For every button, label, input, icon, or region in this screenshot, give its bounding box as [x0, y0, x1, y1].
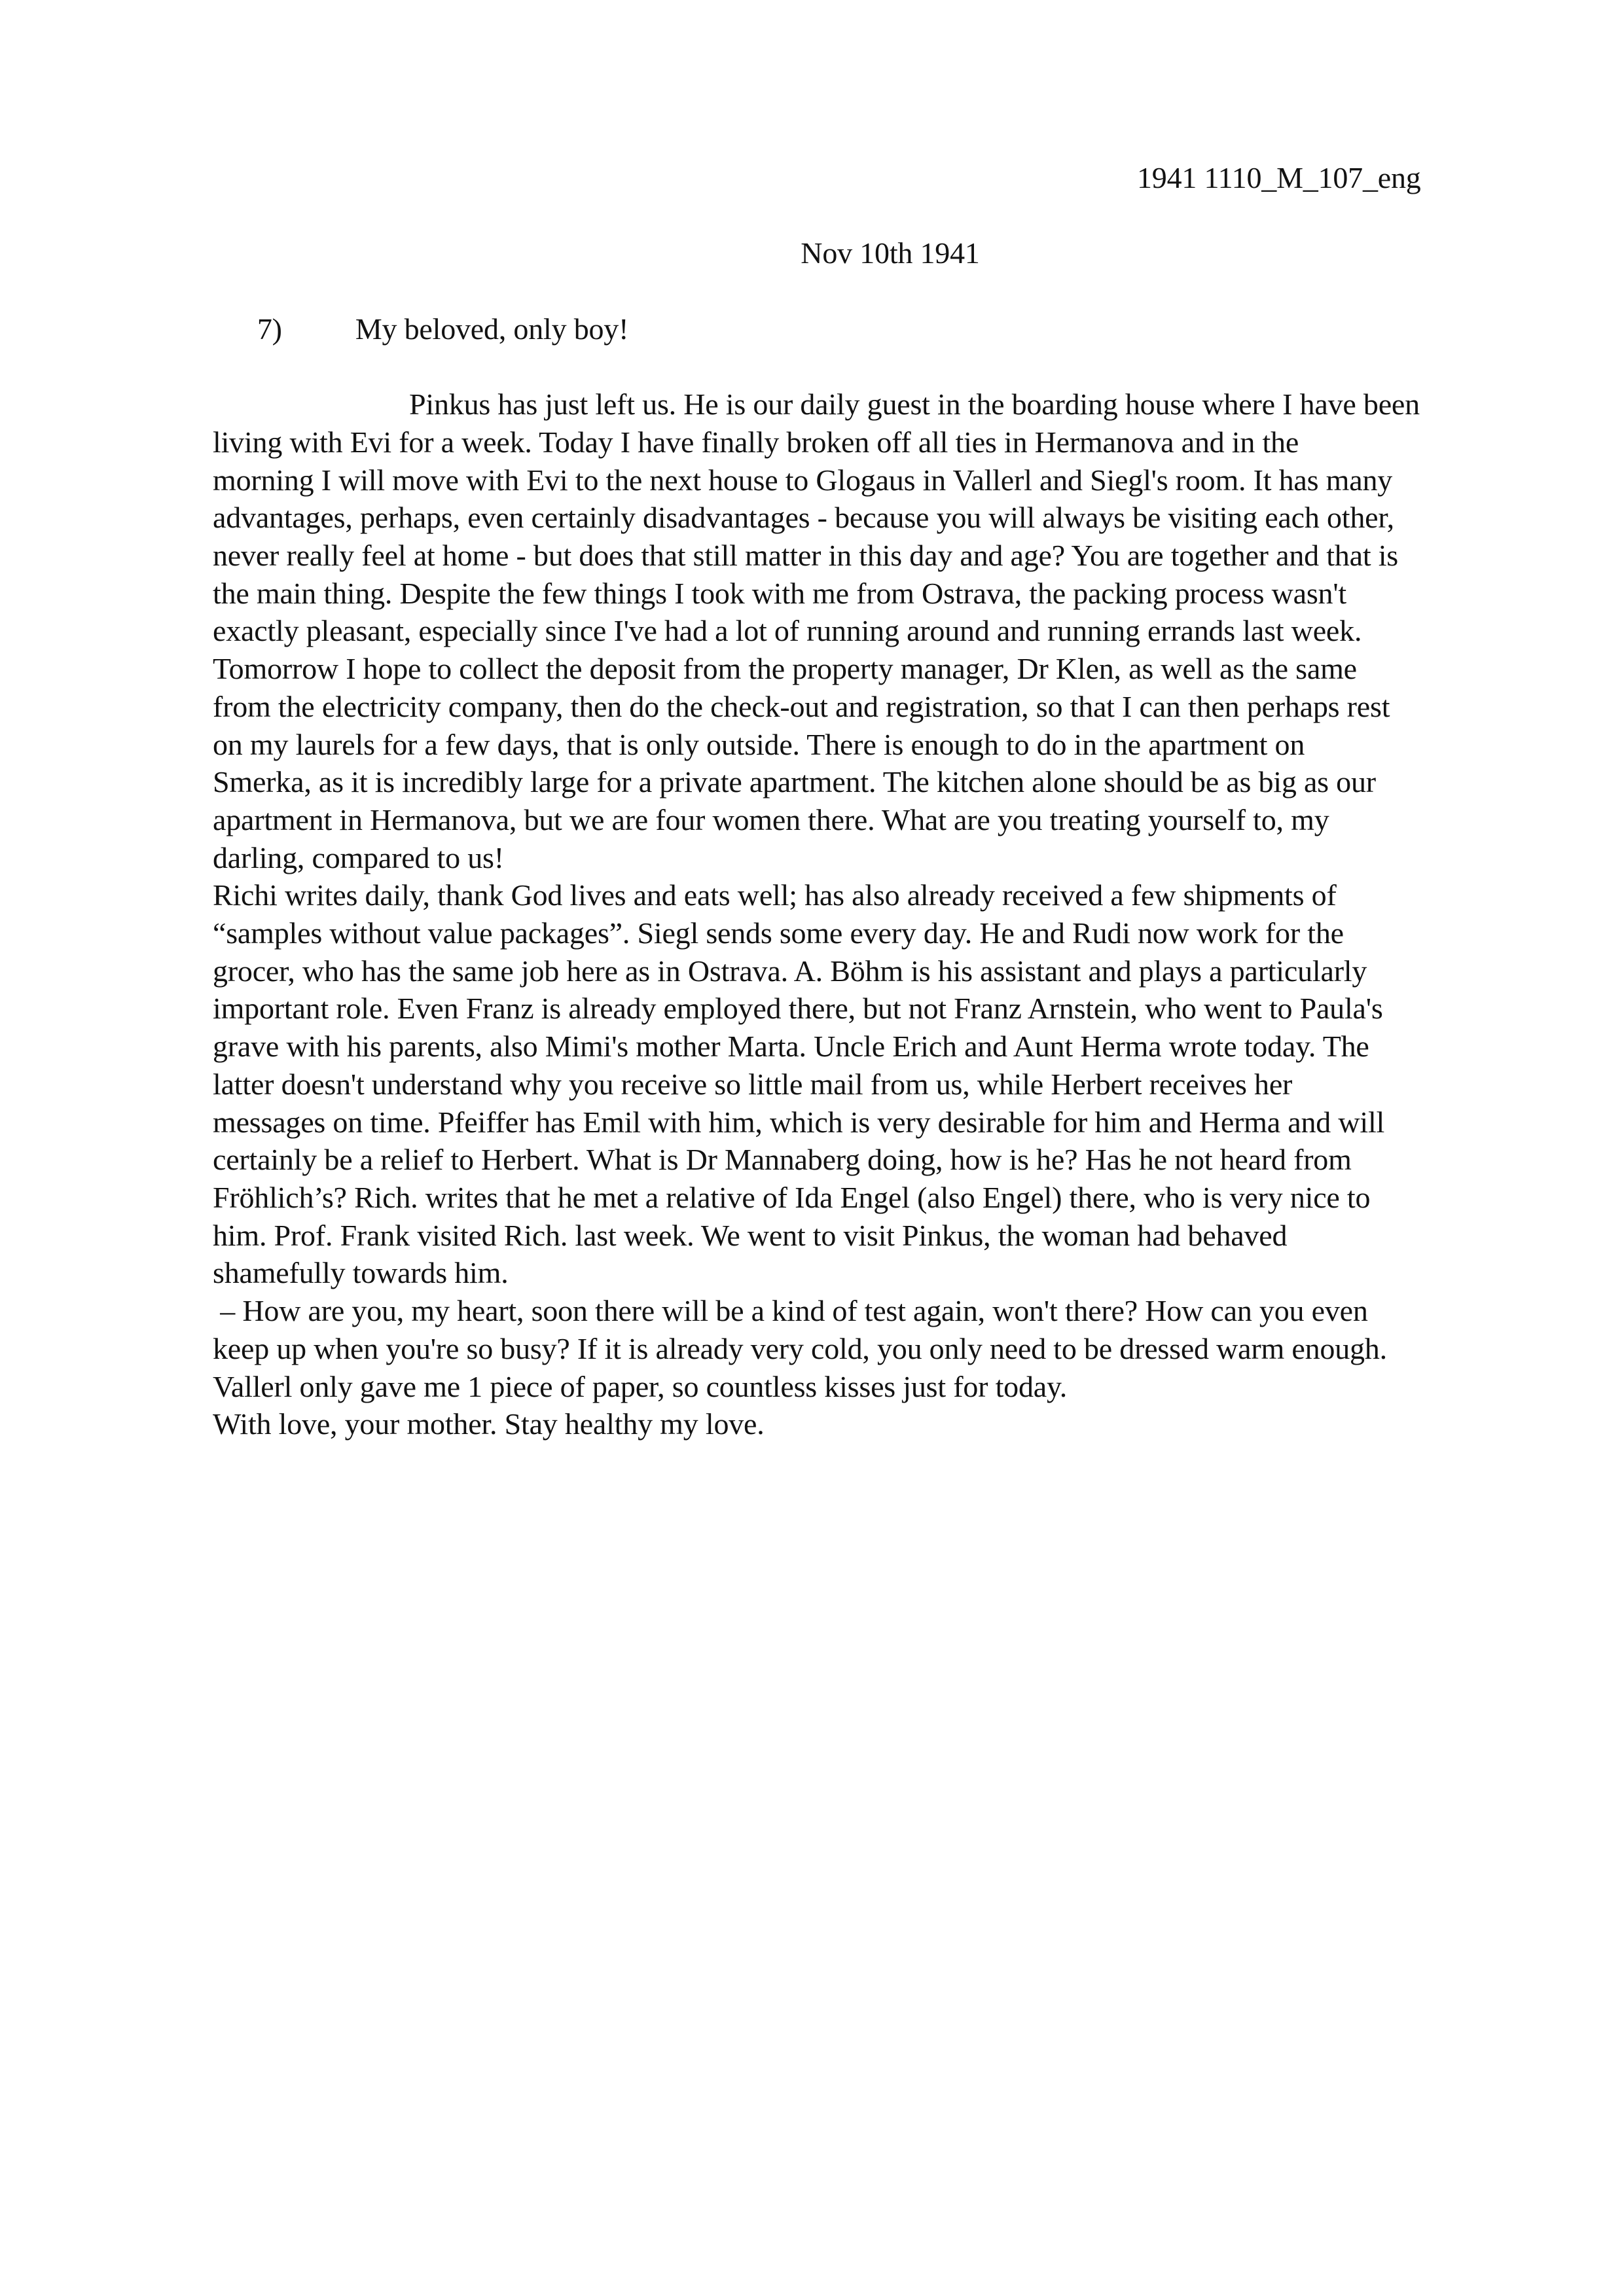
salutation-line: [213, 272, 1568, 386]
letter-line: Vallerl only gave me 1 piece of paper, so countless kisses just for today.: [213, 1369, 1068, 1403]
letter-line: latter doesn't understand why you receive so little mail from us, while Herbert receives her: [213, 1067, 1293, 1101]
letter-line: exactly pleasant, especially since I've had a lot of running around and running errands last week.: [213, 614, 1362, 648]
document-reference: 1941 1110_M_107_eng: [1137, 161, 1421, 194]
letter-text-column: [213, 0, 1568, 1443]
blank-line: [213, 197, 1568, 235]
letter-line: Fröhlich’s? Rich. writes that he met a relative of Ida Engel (also Engel) there, who is very nice to: [213, 1180, 1371, 1214]
letter-line: apartment in Hermanova, but we are four women there. What are you treating yourself to, my: [213, 802, 1329, 836]
letter-line: from the electricity company, then do the check-out and registration, so that I can then perhaps rest: [213, 689, 1390, 723]
letter-line: grave with his parents, also Mimi's mother Marta. Uncle Erich and Aunt Herma wrote today. The: [213, 1030, 1369, 1064]
letter-line: keep up when you're so busy? If it is already very cold, you only need to be dressed warm enough.: [213, 1331, 1387, 1365]
letter-line: important role. Even Franz is already employed there, but not Franz Arnstein, who went to Paula's: [213, 992, 1383, 1026]
letter-line: Smerka, as it is incredibly large for a private apartment. The kitchen alone should be as big as our: [213, 765, 1376, 799]
letter-line: advantages, perhaps, even certainly disadvantages - because you will always be visiting each other,: [213, 501, 1394, 535]
letter-line: living with Evi for a week. Today I have finally broken off all ties in Hermanova and in the: [213, 425, 1299, 459]
letter-line: him. Prof. Frank visited Rich. last week. We went to visit Pinkus, the woman had behaved: [213, 1218, 1288, 1252]
letter-line: Tomorrow I hope to collect the deposit from the property manager, Dr Klen, as well as the same: [213, 652, 1357, 686]
letter-line: With love, your mother. Stay healthy my love.: [213, 1407, 765, 1441]
salutation-text: My beloved, only boy!: [355, 312, 629, 346]
letter-line: “samples without value packages”. Siegl sends some every day. He and Rudi now work for the: [213, 916, 1344, 950]
letter-line: certainly be a relief to Herbert. What is Dr Mannaberg doing, how is he? Has he not heard from: [213, 1143, 1352, 1177]
letter-body: [213, 386, 1568, 1443]
letter-line: Richi writes daily, thank God lives and eats well; has also already received a few shipments of: [213, 878, 1337, 912]
letter-line: morning I will move with Evi to the next house to Glogaus in Vallerl and Siegl's room. It has many: [213, 463, 1393, 497]
paragraph-number: 7): [257, 312, 282, 346]
letter-date: Nov 10th 1941: [801, 236, 980, 270]
letter-line: grocer, who has the same job here as in Ostrava. A. Böhm is his assistant and plays a particularly: [213, 954, 1367, 988]
letter-line: on my laurels for a few days, that is only outside. There is enough to do in the apartment on: [213, 727, 1305, 761]
letter-line: messages on time. Pfeiffer has Emil with him, which is very desirable for him and Herma and will: [213, 1105, 1385, 1139]
letter-line: Pinkus has just left us. He is our daily guest in the boarding house where I have been: [409, 387, 1420, 422]
letter-line: shamefully towards him.: [213, 1256, 509, 1290]
letter-line: darling, compared to us!: [213, 840, 504, 874]
letter-line: – How are you, my heart, soon there will be a kind of test again, won't there? How can you even: [213, 1294, 1368, 1328]
letter-line: never really feel at home - but does that still matter in this day and age? You are together and that is: [213, 539, 1398, 573]
letter-line: the main thing. Despite the few things I took with me from Ostrava, the packing process wasn't: [213, 576, 1346, 610]
